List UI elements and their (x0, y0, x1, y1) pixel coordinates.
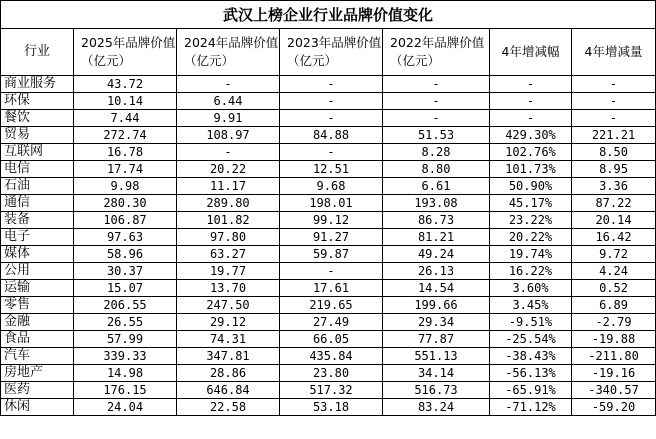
value-2024-cell: 347.81 (177, 348, 280, 365)
industry-cell: 贸易 (1, 127, 74, 144)
table-row (1, 246, 656, 263)
value-2023-cell: 59.87 (280, 246, 383, 263)
industry-cell: 医药 (1, 382, 74, 399)
table-row (1, 331, 656, 348)
industry-cell: 媒体 (1, 246, 74, 263)
value-2023-cell: - (280, 110, 383, 127)
value-2025-cell: 9.98 (74, 178, 177, 195)
table-row (1, 314, 656, 331)
value-2023-cell: 27.49 (280, 314, 383, 331)
value-2025-cell: 57.99 (74, 331, 177, 348)
industry-cell: 装备 (1, 212, 74, 229)
industry-cell: 金融 (1, 314, 74, 331)
value-2024-cell: - (177, 76, 280, 93)
table-row (1, 195, 656, 212)
value-2025-cell: 339.33 (74, 348, 177, 365)
change-amount-cell: 16.42 (572, 229, 656, 246)
value-2022-cell: 6.61 (383, 178, 490, 195)
value-2025-cell: 16.78 (74, 144, 177, 161)
change-amount-cell: 6.89 (572, 297, 656, 314)
industry-cell: 通信 (1, 195, 74, 212)
industry-cell: 餐饮 (1, 110, 74, 127)
change-rate-cell: - (490, 93, 572, 110)
value-2023-cell: 9.68 (280, 178, 383, 195)
value-2025-cell: 106.87 (74, 212, 177, 229)
value-2024-cell: 13.70 (177, 280, 280, 297)
table-row (1, 297, 656, 314)
value-2022-cell: 516.73 (383, 382, 490, 399)
value-2024-cell: 289.80 (177, 195, 280, 212)
header-2023: 2023年品牌价值（亿元） (280, 29, 383, 76)
table-row (1, 382, 656, 399)
change-rate-cell: 20.22% (490, 229, 572, 246)
change-rate-cell: -25.54% (490, 331, 572, 348)
value-2025-cell: 30.37 (74, 263, 177, 280)
change-amount-cell: 87.22 (572, 195, 656, 212)
value-2023-cell: - (280, 93, 383, 110)
value-2022-cell: 8.28 (383, 144, 490, 161)
value-2024-cell: 63.27 (177, 246, 280, 263)
header-industry: 行业 (1, 29, 74, 76)
table-row (1, 263, 656, 280)
value-2024-cell: 28.86 (177, 365, 280, 382)
value-2025-cell: 176.15 (74, 382, 177, 399)
change-rate-cell: - (490, 110, 572, 127)
change-amount-cell: 0.52 (572, 280, 656, 297)
value-2025-cell: 10.14 (74, 93, 177, 110)
change-rate-cell: 50.90% (490, 178, 572, 195)
change-amount-cell: -59.20 (572, 399, 656, 416)
change-amount-cell: 9.72 (572, 246, 656, 263)
table-row (1, 229, 656, 246)
change-amount-cell: 8.50 (572, 144, 656, 161)
industry-cell: 汽车 (1, 348, 74, 365)
value-2024-cell: 74.31 (177, 331, 280, 348)
industry-cell: 休闲 (1, 399, 74, 416)
table-row (1, 348, 656, 365)
value-2023-cell: 53.18 (280, 399, 383, 416)
value-2025-cell: 43.72 (74, 76, 177, 93)
value-2023-cell: 17.61 (280, 280, 383, 297)
value-2025-cell: 280.30 (74, 195, 177, 212)
value-2023-cell: - (280, 76, 383, 93)
table-row (1, 365, 656, 382)
industry-cell: 房地产 (1, 365, 74, 382)
value-2023-cell: 219.65 (280, 297, 383, 314)
table-row (1, 161, 656, 178)
change-amount-cell: - (572, 76, 656, 93)
change-rate-cell: -65.91% (490, 382, 572, 399)
value-2022-cell: - (383, 76, 490, 93)
value-2023-cell: - (280, 144, 383, 161)
value-2024-cell: 9.91 (177, 110, 280, 127)
header-2022: 2022年品牌价值（亿元） (383, 29, 490, 76)
change-rate-cell: 3.60% (490, 280, 572, 297)
industry-cell: 公用 (1, 263, 74, 280)
change-amount-cell: -211.80 (572, 348, 656, 365)
change-rate-cell: 16.22% (490, 263, 572, 280)
value-2022-cell: 199.66 (383, 297, 490, 314)
value-2022-cell: - (383, 93, 490, 110)
change-rate-cell: 429.30% (490, 127, 572, 144)
change-rate-cell: -56.13% (490, 365, 572, 382)
change-rate-cell: 102.76% (490, 144, 572, 161)
industry-cell: 商业服务 (1, 76, 74, 93)
industry-cell: 电子 (1, 229, 74, 246)
value-2025-cell: 58.96 (74, 246, 177, 263)
table-row (1, 127, 656, 144)
value-2023-cell: 91.27 (280, 229, 383, 246)
value-2023-cell: 99.12 (280, 212, 383, 229)
value-2024-cell: 97.80 (177, 229, 280, 246)
value-2022-cell: 86.73 (383, 212, 490, 229)
value-2025-cell: 272.74 (74, 127, 177, 144)
value-2024-cell: 20.22 (177, 161, 280, 178)
table-row (1, 76, 656, 93)
value-2025-cell: 206.55 (74, 297, 177, 314)
value-2023-cell: - (280, 263, 383, 280)
change-rate-cell: 45.17% (490, 195, 572, 212)
table-row (1, 178, 656, 195)
table-row (1, 212, 656, 229)
value-2024-cell: 29.12 (177, 314, 280, 331)
value-2023-cell: 517.32 (280, 382, 383, 399)
change-rate-cell: 101.73% (490, 161, 572, 178)
table-row (1, 110, 656, 127)
value-2024-cell: 11.17 (177, 178, 280, 195)
change-rate-cell: -71.12% (490, 399, 572, 416)
industry-cell: 食品 (1, 331, 74, 348)
header-row (1, 29, 656, 76)
value-2022-cell: - (383, 110, 490, 127)
table-row (1, 144, 656, 161)
value-2024-cell: 108.97 (177, 127, 280, 144)
value-2022-cell: 83.24 (383, 399, 490, 416)
value-2025-cell: 7.44 (74, 110, 177, 127)
change-amount-cell: -2.79 (572, 314, 656, 331)
industry-cell: 运输 (1, 280, 74, 297)
value-2024-cell: 19.77 (177, 263, 280, 280)
industry-cell: 电信 (1, 161, 74, 178)
value-2022-cell: 77.87 (383, 331, 490, 348)
industry-cell: 环保 (1, 93, 74, 110)
change-rate-cell: 19.74% (490, 246, 572, 263)
header-change-amount: 4年增减量 (572, 29, 656, 76)
value-2025-cell: 26.55 (74, 314, 177, 331)
value-2024-cell: 22.58 (177, 399, 280, 416)
value-2023-cell: 66.05 (280, 331, 383, 348)
value-2024-cell: - (177, 144, 280, 161)
change-rate-cell: -38.43% (490, 348, 572, 365)
change-amount-cell: -19.88 (572, 331, 656, 348)
value-2023-cell: 435.84 (280, 348, 383, 365)
change-amount-cell: -340.57 (572, 382, 656, 399)
value-2022-cell: 8.80 (383, 161, 490, 178)
change-rate-cell: - (490, 76, 572, 93)
table-row (1, 399, 656, 416)
change-amount-cell: - (572, 110, 656, 127)
header-2025: 2025年品牌价值（亿元） (74, 29, 177, 76)
value-2024-cell: 646.84 (177, 382, 280, 399)
value-2024-cell: 247.50 (177, 297, 280, 314)
value-2025-cell: 14.98 (74, 365, 177, 382)
table-row (1, 280, 656, 297)
industry-cell: 互联网 (1, 144, 74, 161)
value-2022-cell: 81.21 (383, 229, 490, 246)
change-rate-cell: 3.45% (490, 297, 572, 314)
header-change-rate: 4年增减幅 (490, 29, 572, 76)
value-2023-cell: 84.88 (280, 127, 383, 144)
value-2022-cell: 49.24 (383, 246, 490, 263)
value-2022-cell: 14.54 (383, 280, 490, 297)
value-2023-cell: 12.51 (280, 161, 383, 178)
change-amount-cell: - (572, 93, 656, 110)
value-2022-cell: 51.53 (383, 127, 490, 144)
value-2022-cell: 26.13 (383, 263, 490, 280)
value-2022-cell: 551.13 (383, 348, 490, 365)
table-title: 武汉上榜企业行业品牌价值变化 (1, 1, 656, 29)
value-2024-cell: 101.82 (177, 212, 280, 229)
value-2023-cell: 198.01 (280, 195, 383, 212)
value-2022-cell: 29.34 (383, 314, 490, 331)
change-rate-cell: -9.51% (490, 314, 572, 331)
value-2022-cell: 34.14 (383, 365, 490, 382)
value-2022-cell: 193.08 (383, 195, 490, 212)
change-rate-cell: 23.22% (490, 212, 572, 229)
table-row (1, 93, 656, 110)
value-2023-cell: 23.80 (280, 365, 383, 382)
change-amount-cell: 8.95 (572, 161, 656, 178)
value-2025-cell: 17.74 (74, 161, 177, 178)
change-amount-cell: 221.21 (572, 127, 656, 144)
industry-cell: 零售 (1, 297, 74, 314)
value-2025-cell: 15.07 (74, 280, 177, 297)
change-amount-cell: 4.24 (572, 263, 656, 280)
value-2025-cell: 97.63 (74, 229, 177, 246)
header-2024: 2024年品牌价值（亿元） (177, 29, 280, 76)
value-2024-cell: 6.44 (177, 93, 280, 110)
change-amount-cell: -19.16 (572, 365, 656, 382)
change-amount-cell: 20.14 (572, 212, 656, 229)
value-2025-cell: 24.04 (74, 399, 177, 416)
title-row (1, 1, 656, 29)
industry-cell: 石油 (1, 178, 74, 195)
change-amount-cell: 3.36 (572, 178, 656, 195)
